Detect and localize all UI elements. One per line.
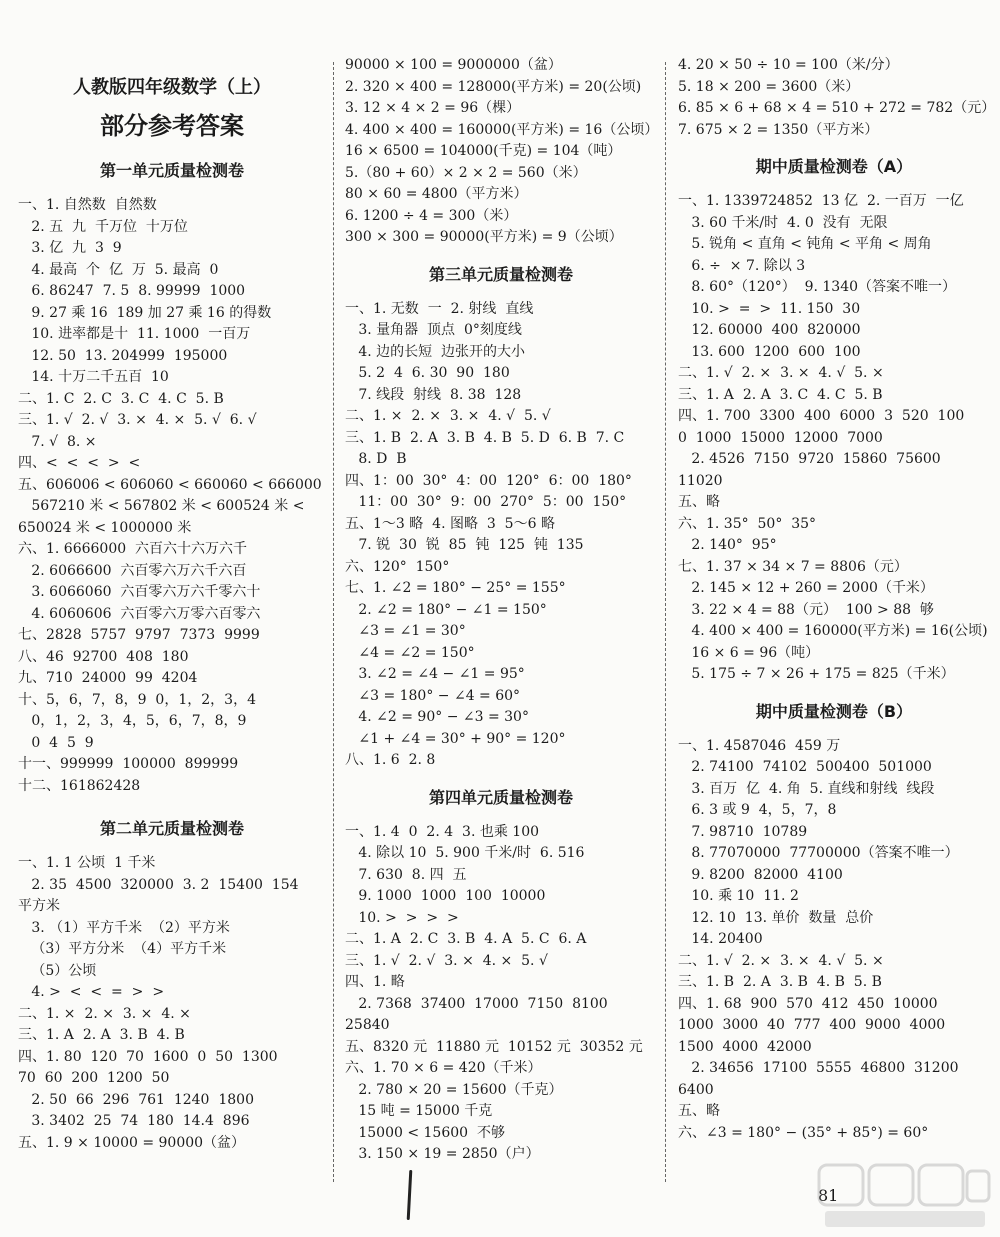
answer-line: 3. （1）平方千米 （2）平方米 xyxy=(18,919,230,936)
answer-line: 6400 xyxy=(678,1081,714,1098)
column-1 xyxy=(18,55,326,1154)
answer-line: 8. 77070000 77700000（答案不唯一） xyxy=(678,845,959,861)
answer-line: 6. ÷ × 7. 除以 3 xyxy=(678,257,806,274)
answer-line: 14. 十万二千五百 10 xyxy=(18,369,169,385)
answer-line: 3. ∠2 = ∠4 − ∠1 = 95° xyxy=(345,666,525,682)
answer-line: 五、略 xyxy=(678,1103,720,1119)
answer-line: 五、1. 9 × 10000 = 90000（盆） xyxy=(18,1134,246,1151)
answer-line: 16 × 6500 = 104000(千克) = 104（吨） xyxy=(345,143,622,159)
answer-line: 9. 27 乘 16 189 加 27 乘 16 的得数 xyxy=(18,304,272,321)
answer-line: 2. 140° 95° xyxy=(678,537,777,553)
unit4-continued xyxy=(678,55,996,141)
answer-line: 7. √ 8. × xyxy=(18,433,97,450)
answer-line: 十二、161862428 xyxy=(18,777,141,794)
answer-line: 四、1. 700 3300 400 6000 3 520 100 xyxy=(678,408,965,424)
section-heading-unit2: 第二单元质量检测卷 xyxy=(99,819,244,838)
column-divider-2 xyxy=(665,62,666,1182)
answer-line: 七、1. 37 × 34 × 7 = 8806（元） xyxy=(678,558,908,575)
answer-line: 4. 边的长短 边张开的大小 xyxy=(345,343,526,360)
answer-line: 一、1. 自然数 自然数 xyxy=(18,197,157,213)
answer-line: 4. 6060606 六百零六万零六百零六 xyxy=(18,605,261,622)
answer-line: 2. 74100 74102 500400 501000 xyxy=(678,759,932,775)
answer-line: 4. ∠2 = 90° − ∠3 = 30° xyxy=(345,709,529,725)
answer-line: 650024 米 < 1000000 米 xyxy=(18,519,192,536)
answer-line: 7. 675 × 2 = 1350（平方米） xyxy=(678,121,879,138)
answer-line: ∠4 = ∠2 = 150° xyxy=(345,644,475,661)
answer-line: 四、1：00 30° 4：00 120° 6：00 180° xyxy=(345,472,632,489)
answer-line: 四、1. 80 120 70 1600 0 50 1300 xyxy=(18,1048,278,1065)
answer-line: 8. 60°（120°） 9. 1340（答案不唯一） xyxy=(678,279,957,295)
answer-line: 六、1. 35° 50° 35° xyxy=(678,515,817,532)
answer-line: 六、∠3 = 180° − (35° + 85°) = 60° xyxy=(678,1124,929,1141)
answer-line: 0，1，2，3，4，5，6，7，8，9 xyxy=(18,713,247,729)
answer-line: 五、1～3 略 4. 图略 3 5～6 略 xyxy=(345,515,555,532)
answer-line: 二、1. √ 2. × 3. × 4. √ 5. × xyxy=(678,952,884,969)
answer-line: 25840 xyxy=(345,1017,390,1033)
answer-line: 二、1. √ 2. × 3. × 4. √ 5. × xyxy=(678,365,884,381)
page-title: 部分参考答案 xyxy=(100,112,244,140)
answer-line: 5.（80 + 60）× 2 × 2 = 560（米） xyxy=(345,164,587,181)
answer-line: 六、120° 150° xyxy=(345,558,450,575)
answer-line: 三、1. √ 2. √ 3. × 4. × 5. √ 6. √ xyxy=(18,412,257,428)
answer-line: 2. 145 × 12 + 260 = 2000（千米） xyxy=(678,580,934,596)
answer-line: 10. 乘 10 11. 2 xyxy=(678,888,799,904)
section-heading-midterm-b: 期中质量检测卷（B） xyxy=(755,701,913,721)
answer-line: 五、606006 < 606060 < 660060 < 666000 xyxy=(18,476,322,493)
answer-line: 3. 12 × 4 × 2 = 96（棵） xyxy=(345,100,521,116)
answer-line: （3）平方分米 （4）平方千米 xyxy=(18,941,227,957)
answer-line: 2. 50 66 296 761 1240 1800 xyxy=(18,1091,254,1108)
answer-line: 11：00 30° 9：00 270° 5：00 150° xyxy=(345,494,627,510)
answer-line: 七、1. ∠2 = 180° − 25° = 155° xyxy=(345,580,566,596)
answer-line: 7. 线段 射线 8. 38 128 xyxy=(345,386,522,403)
unit3-answers xyxy=(345,299,657,772)
answer-line: 四、< < < > < xyxy=(18,455,141,471)
answer-line: 12. 50 13. 204999 195000 xyxy=(18,347,228,364)
answer-line: 六、1. 6666000 六百六十六万六千 xyxy=(18,541,248,557)
answer-line: 90000 × 100 = 9000000（盆） xyxy=(345,57,562,73)
unit2-continued xyxy=(345,55,657,249)
answer-line: （5）公顷 xyxy=(18,962,97,979)
answer-line: 三、1. B 2. A 3. B 4. B 5. D 6. B 7. C xyxy=(345,429,625,446)
answer-line: 6. 85 × 6 + 68 × 4 = 510 + 272 = 782（元） xyxy=(678,100,996,116)
answer-line: 5. 175 ÷ 7 × 26 + 175 = 825（千米） xyxy=(678,666,955,682)
answer-line: 80 × 60 = 4800（平方米） xyxy=(345,186,528,202)
answer-line: 一、1. 1 公顷 1 千米 xyxy=(18,855,156,871)
unit1-answers xyxy=(18,195,326,797)
answer-line: 70 60 200 1200 50 xyxy=(18,1070,170,1086)
answer-line: 六、1. 70 × 6 = 420（千米） xyxy=(345,1060,542,1076)
answer-line: 8. D B xyxy=(345,451,407,467)
answer-line: 2. 35 4500 320000 3. 2 15400 154 xyxy=(18,876,299,893)
answer-line: 3. 6066060 六百零六万六千零六十 xyxy=(18,584,261,600)
answer-line: 9. 8200 82000 4100 xyxy=(678,866,843,883)
answer-line: 四、1. 略 xyxy=(345,974,405,990)
section-heading-unit1: 第一单元质量检测卷 xyxy=(99,161,244,180)
section-heading-unit3: 第三单元质量检测卷 xyxy=(428,264,573,284)
answer-line: 一、1. 1339724852 13 亿 2. 一百万 一亿 xyxy=(678,193,964,209)
answer-line: 1000 3000 40 777 400 9000 4000 xyxy=(678,1017,946,1033)
answer-line: 二、1. × 2. × 3. × 4. × xyxy=(18,1005,191,1022)
answer-line: 九、710 24000 99 4204 xyxy=(18,670,198,686)
pen-mark xyxy=(407,1170,413,1220)
unit4-answers xyxy=(345,822,657,1166)
answer-line: 3. 60 千米/时 4. 0 没有 无限 xyxy=(678,214,888,231)
answer-line: 2. 4526 7150 9720 15860 75600 xyxy=(678,451,941,467)
answer-line: 3. 百万 亿 4. 角 5. 直线和射线 线段 xyxy=(678,780,935,797)
answer-line: 三、1. √ 2. √ 3. × 4. × 5. √ xyxy=(345,952,548,969)
answer-line: ∠1 + ∠4 = 30° + 90° = 120° xyxy=(345,730,566,747)
answer-line: 四、1. 68 900 570 412 450 10000 xyxy=(678,995,938,1012)
column-3 xyxy=(678,55,996,1144)
answer-line: 十一、999999 100000 899999 xyxy=(18,756,239,772)
answer-line: 4. 400 × 400 = 160000(平方米) = 16（公顷） xyxy=(345,121,659,138)
answer-line: 7. 98710 10789 xyxy=(678,823,808,840)
answer-line: 2. 五 九 千万位 十万位 xyxy=(18,218,188,235)
answer-line: 二、1. C 2. C 3. C 4. C 5. B xyxy=(18,390,224,407)
answer-line: 平方米 xyxy=(18,898,60,914)
answer-line: 5. 18 × 200 = 3600（米） xyxy=(678,78,860,95)
answer-line: 1500 4000 42000 xyxy=(678,1038,812,1055)
book-title: 人教版四年级数学（上） xyxy=(73,77,271,98)
answer-line: 14. 20400 xyxy=(678,931,763,947)
answer-line: 5. 2 4 6. 30 90 180 xyxy=(345,365,510,381)
midterm-a-answers xyxy=(678,191,990,686)
answer-line: 0 1000 15000 12000 7000 xyxy=(678,429,883,446)
answer-line: 3. 22 × 4 = 88（元） 100 > 88 够 xyxy=(678,601,934,618)
answer-line: 6. 86247 7. 5 8. 99999 1000 xyxy=(18,283,246,299)
section-heading-unit4: 第四单元质量检测卷 xyxy=(428,787,573,807)
answer-line: 6. 3 或 9 4，5，7，8 xyxy=(678,802,837,818)
answer-line: 12. 60000 400 820000 xyxy=(678,322,861,338)
page-number: 81 xyxy=(818,1186,839,1205)
answer-line: 八、1. 6 2. 8 xyxy=(345,752,436,768)
answer-line: 2. 34656 17100 5555 46800 31200 xyxy=(678,1060,959,1076)
answer-line: 八、46 92700 408 180 xyxy=(18,648,189,665)
answer-line: 4. 最高 个 亿 万 5. 最高 0 xyxy=(18,261,219,278)
answer-line: 三、1. B 2. A 3. B 4. B 5. B xyxy=(678,974,882,990)
answer-line: 12. 10 13. 单价 数量 总价 xyxy=(678,909,874,926)
answer-line: 4. > < < = > > xyxy=(18,984,165,1000)
answer-line: 十、5，6，7，8，9 0，1，2，3，4 xyxy=(18,691,256,708)
answer-line: 10. 进率都是十 11. 1000 一百万 xyxy=(18,326,251,342)
midterm-b-answers xyxy=(678,736,990,1145)
column-divider-1 xyxy=(333,62,334,1182)
answer-line: 10. > > > > xyxy=(345,909,459,926)
section-heading-midterm-a: 期中质量检测卷（A） xyxy=(755,157,913,176)
answer-line: 13. 600 1200 600 100 xyxy=(678,343,861,360)
answer-line: 2. 780 × 20 = 15600（千克） xyxy=(345,1081,563,1098)
answer-line: 一、1. 无数 一 2. 射线 直线 xyxy=(345,300,534,317)
answer-line: 9. 1000 1000 100 10000 xyxy=(345,888,546,904)
answer-line: 五、略 xyxy=(678,494,720,510)
unit2-answers xyxy=(18,853,326,1154)
answer-line: 3. 150 × 19 = 2850（户） xyxy=(345,1146,540,1162)
answer-line: ∠3 = ∠1 = 30° xyxy=(345,623,466,639)
answer-line: 300 × 300 = 90000(平方米) = 9（公顷） xyxy=(345,229,623,245)
answer-line: 11020 xyxy=(678,472,723,489)
answer-line: 2. 6066600 六百零六万六千六百 xyxy=(18,562,247,579)
answer-line: 七、2828 5757 9797 7373 9999 xyxy=(18,627,260,643)
answer-line: 0 4 5 9 xyxy=(18,734,94,751)
answer-line: 2. 7368 37400 17000 7150 8100 xyxy=(345,995,608,1012)
answer-line: 三、1. A 2. A 3. C 4. C 5. B xyxy=(678,386,883,403)
answer-line: 三、1. A 2. A 3. B 4. B xyxy=(18,1027,185,1043)
answer-line: 15 吨 = 15000 千克 xyxy=(345,1103,493,1119)
watermark-logo-icon xyxy=(817,1161,992,1231)
answer-line: 6. 1200 ÷ 4 = 300（米） xyxy=(345,207,518,224)
answer-line: ∠3 = 180° − ∠4 = 60° xyxy=(345,687,521,704)
answer-line: 2. ∠2 = 180° − ∠1 = 150° xyxy=(345,601,547,618)
answer-line: 一、1. 4 0 2. 4 3. 也乘 100 xyxy=(345,823,540,840)
answer-line: 2. 320 × 400 = 128000(平方米) = 20(公顷) xyxy=(345,78,642,95)
answer-line: 二、1. A 2. C 3. B 4. A 5. C 6. A xyxy=(345,931,587,947)
answer-line: 567210 米 < 567802 米 < 600524 米 < xyxy=(18,498,305,514)
column-2 xyxy=(345,55,657,1166)
answer-line: 4. 除以 10 5. 900 千米/时 6. 516 xyxy=(345,845,585,861)
answer-line: 二、1. × 2. × 3. × 4. √ 5. √ xyxy=(345,408,551,424)
answer-line: 15000 < 15600 不够 xyxy=(345,1124,505,1141)
answer-line: 16 × 6 = 96（吨） xyxy=(678,644,820,661)
answer-line: 3. 亿 九 3 9 xyxy=(18,240,122,256)
answer-line: 7. 630 8. 四 五 xyxy=(345,866,467,883)
answer-line: 3. 3402 25 74 180 14.4 896 xyxy=(18,1113,250,1129)
answer-line: 一、1. 4587046 459 万 xyxy=(678,737,841,754)
answer-line: 5. 锐角 < 直角 < 钝角 < 平角 < 周角 xyxy=(678,236,932,252)
answer-line: 3. 量角器 顶点 0°刻度线 xyxy=(345,322,522,338)
answer-line: 4. 20 × 50 ÷ 10 = 100（米/分） xyxy=(678,57,899,73)
answer-line: 10. > = > 11. 150 30 xyxy=(678,300,861,317)
answer-line: 7. 锐 30 锐 85 钝 125 钝 135 xyxy=(345,537,584,553)
answer-line: 4. 400 × 400 = 160000(平方米) = 16(公顷) xyxy=(678,623,988,639)
answer-line: 五、8320 元 11880 元 10152 元 30352 元 xyxy=(345,1038,643,1055)
